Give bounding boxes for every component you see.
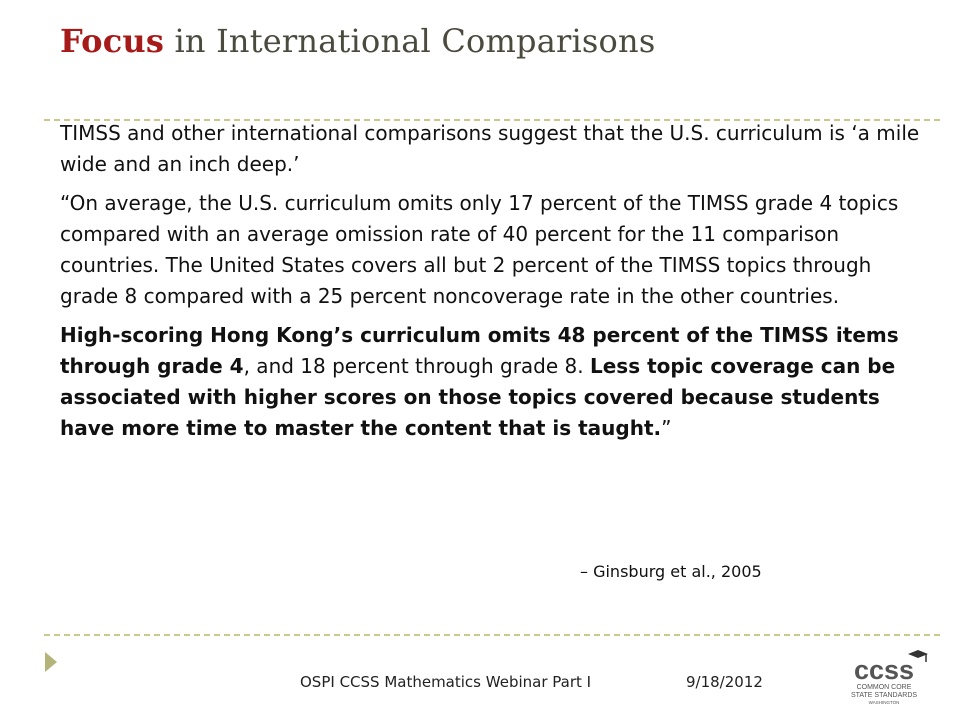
title-accent: Focus <box>60 22 165 60</box>
paragraph-1: TIMSS and other international comparisons suggest that the U.S. curriculum is ‘a mile wide and an inch deep.’ <box>60 121 920 176</box>
footer-date: 9/18/2012 <box>686 673 763 691</box>
paragraph-3-normal: , and 18 percent through grade 8. <box>243 354 590 378</box>
paragraph-2: “On average, the U.S. curriculum omits only 17 percent of the TIMSS grade 4 topics compared with an average omission rate of 40 percent for the 11 comparison countries. The United States covers all but 2 percent of the TIMSS topics through grade 8 compared with a 25 percent noncoverage rate in the other countries. <box>60 191 899 308</box>
logo-line-2: STATE STANDARDS <box>850 692 918 699</box>
logo-wordmark: ccss <box>853 655 915 685</box>
citation: – Ginsburg et al., 2005 <box>580 562 762 581</box>
triangle-right-icon <box>45 652 57 672</box>
page-title <box>60 22 920 60</box>
paragraph-3-bold-b: Less topic coverage can be associated with higher scores on those topics covered because students have more time to master the content that is taught. <box>60 354 896 440</box>
paragraph-3-end: ” <box>661 416 672 440</box>
footer-title: OSPI CCSS Mathematics Webinar Part I <box>300 673 592 691</box>
title-rest: in International Comparisons <box>164 22 656 60</box>
paragraph-3-bold-a: High-scoring Hong Kong’s curriculum omits 48 percent of the TIMSS items through grade 4 <box>60 323 899 378</box>
slide-body <box>60 118 920 452</box>
ccss-logo <box>836 648 936 708</box>
bottom-divider <box>44 634 940 636</box>
logo-line-3: WASHINGTON <box>868 700 900 705</box>
paragraph-3 <box>60 320 920 444</box>
logo-line-1: COMMON CORE <box>856 684 912 691</box>
